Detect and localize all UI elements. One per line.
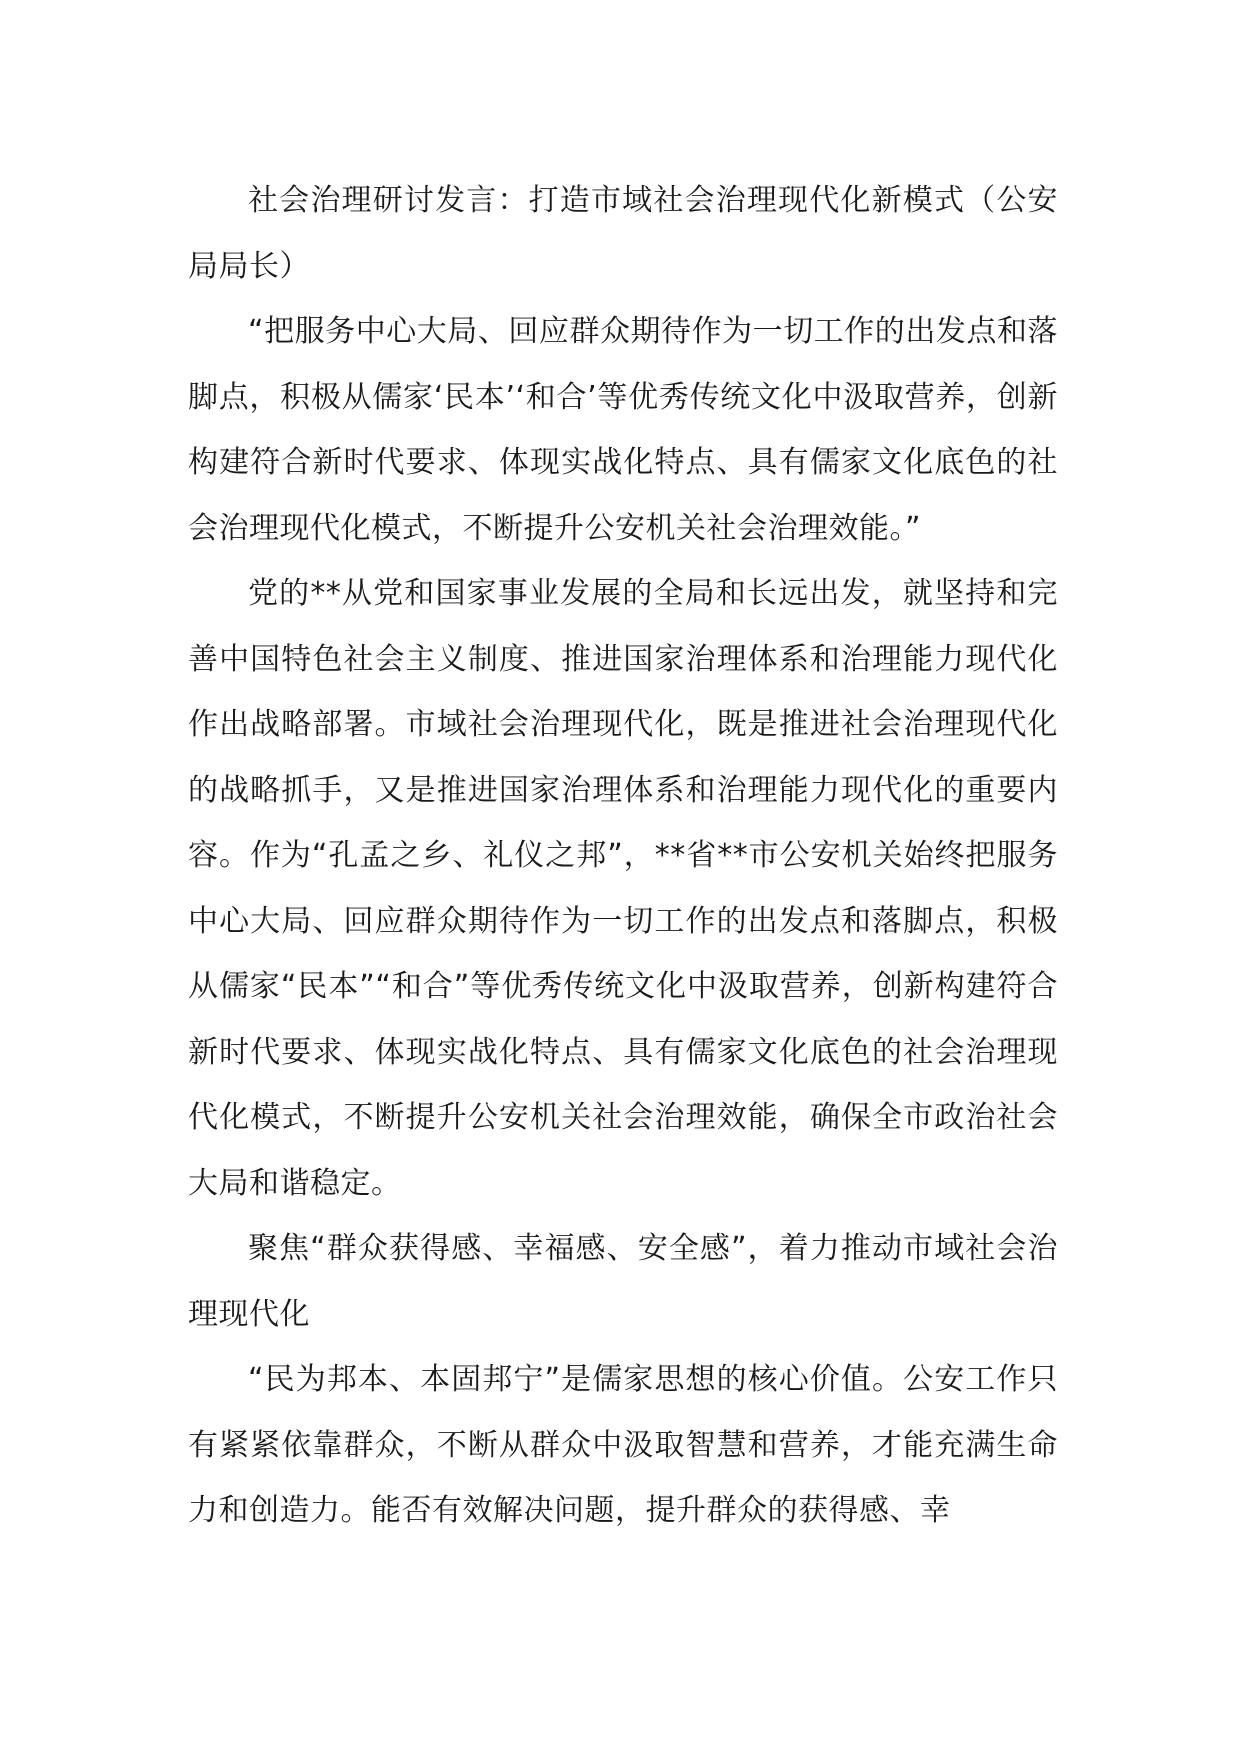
quote-paragraph: “把服务中心大局、回应群众期待作为一切工作的出发点和落脚点，积极从儒家‘民本’‘和合’等优秀传统文化中汲取营养，创新构建符合新时代要求、体现实战化特点、具有儒家文化底色的社会治理现代化模式，不断提升公安机关社会治理效能。” [188,314,1058,546]
body-paragraph: “民为邦本、本固邦宁”是儒家思想的核心价值。公安工作只有紧紧依靠群众，不断从群众中汲取智慧和营养，才能充满生命力和创造力。能否有效解决问题，提升群众的获得感、幸 [188,1362,1058,1528]
section-heading-paragraph: 聚焦“群众获得感、幸福感、安全感”，着力推动市域社会治理现代化 [188,1231,1058,1332]
document-body [188,168,1058,1544]
document-title-paragraph: 社会治理研讨发言：打造市域社会治理现代化新模式（公安局局长） [188,183,1058,284]
body-paragraph: 党的**从党和国家事业发展的全局和长远出发，就坚持和完善中国特色社会主义制度、推进国家治理体系和治理能力现代化作出战略部署。市域社会治理现代化，既是推进社会治理现代化的战略抓手，又是推进国家治理体系和治理能力现代化的重要内容。作为“孔孟之乡、礼仪之邦”，**省**市公安机关始终把服务中心大局、回应群众期待作为一切工作的出发点和落脚点，积极从儒家“民本”“和合”等优秀传统文化中汲取营养，创新构建符合新时代要求、体现实战化特点、具有儒家文化底色的社会治理现代化模式，不断提升公安机关社会治理效能，确保全市政治社会大局和谐稳定。 [188,576,1058,1201]
